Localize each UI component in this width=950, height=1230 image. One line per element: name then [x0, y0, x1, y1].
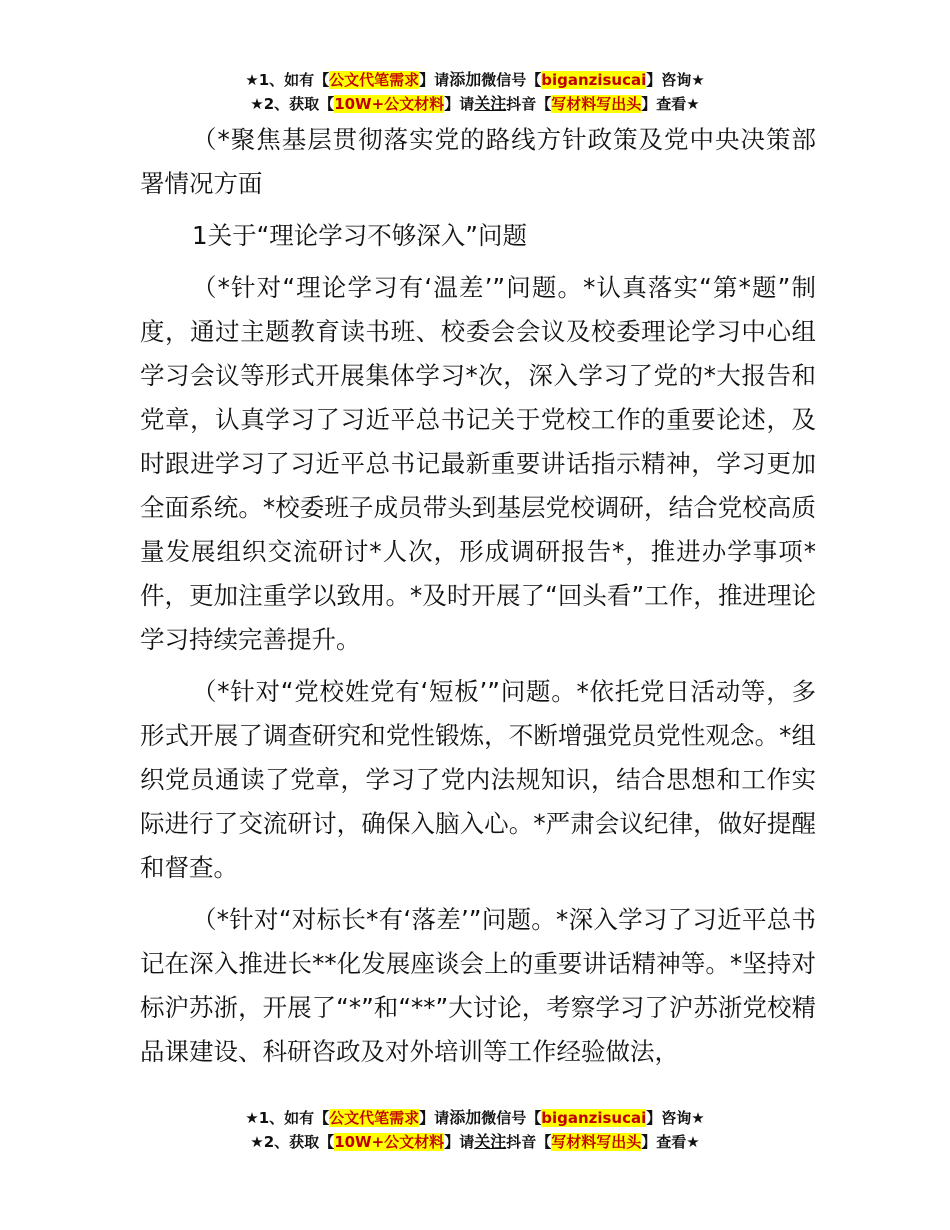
banner-text: 抖音【: [506, 95, 552, 113]
banner-emphasis: 关注: [474, 1132, 507, 1151]
banner-highlight: 10W+公文材料: [334, 1133, 445, 1151]
banner-line-1: [0, 1106, 950, 1130]
header-banner: [0, 68, 950, 116]
banner-highlight: biganzisucai: [541, 71, 647, 89]
banner-highlight: 写材料写出头: [551, 1133, 642, 1151]
paragraph: （*针对“党校姓党有‘短板’”问题。*依托党日活动等，多形式开展了调查研究和党性锻炼，不断增强党员党性观念。*组织党员通读了党章，学习了党内法规知识，结合思想和工作实际进行了交流研讨，确保入脑入心。*严肃会议纪律，做好提醒和督查。: [140, 677, 816, 882]
banner-line-1: [0, 68, 950, 92]
banner-highlight: biganzisucai: [541, 1109, 647, 1127]
document-body: [140, 118, 816, 1074]
banner-text: ★2、获取【: [250, 95, 335, 113]
banner-text: 】咨询★: [646, 71, 705, 89]
banner-text: 】查看★: [641, 1133, 700, 1151]
banner-text: 】请: [419, 1109, 450, 1127]
paragraph: （*针对“对标长*有‘落差’”问题。*深入学习了习近平总书记在深入推进长**化发展座谈会上的重要讲话精神等。*坚持对标沪苏浙，开展了“*”和“**”大讨论，考察学习了沪苏浙党校精品课建设、科研咨政及对外培训等工作经验做法，: [140, 905, 816, 1066]
banner-text: 】请: [419, 71, 450, 89]
banner-text: 】请: [444, 95, 475, 113]
paragraph: （*针对“理论学习有‘温差’”问题。*认真落实“第*题”制度，通过主题教育读书班、校委会会议及校委理论学习中心组学习会议等形式开展集体学习*次，深入学习了党的*大报告和党章，认真学习了习近平总书记关于党校工作的重要论述，及时跟进学习了习近平总书记最新重要讲话指示精神，学习更加全面系统。*校委班子成员带头到基层党校调研，结合党校高质量发展组织交流研讨*人次，形成调研报告*，推进办学事项*件，更加注重学以致用。*及时开展了“回头看”工作，推进理论学习持续完善提升。: [140, 273, 816, 654]
banner-line-2: [0, 1130, 950, 1154]
banner-highlight: 写材料写出头: [551, 95, 642, 113]
banner-emphasis: 添加: [449, 1108, 482, 1127]
banner-emphasis: 添加: [449, 70, 482, 89]
section-heading: （*聚焦基层贯彻落实党的路线方针政策及党中央决策部署情况方面: [140, 125, 816, 198]
banner-highlight: 10W+公文材料: [334, 95, 445, 113]
banner-text: 】查看★: [641, 95, 700, 113]
banner-line-2: [0, 92, 950, 116]
subsection-heading: 1关于“理论学习不够深入”问题: [192, 221, 527, 250]
banner-text: 】咨询★: [646, 1109, 705, 1127]
banner-text: 】请: [444, 1133, 475, 1151]
banner-text: 微信号【: [481, 71, 542, 89]
banner-text: ★1、如有【: [245, 1109, 330, 1127]
banner-text: ★1、如有【: [245, 71, 330, 89]
footer-banner: [0, 1106, 950, 1154]
banner-emphasis: 关注: [474, 94, 507, 113]
banner-highlight: 公文代笔需求: [329, 71, 420, 89]
banner-text: 抖音【: [506, 1133, 552, 1151]
banner-text: 微信号【: [481, 1109, 542, 1127]
banner-highlight: 公文代笔需求: [329, 1109, 420, 1127]
banner-text: ★2、获取【: [250, 1133, 335, 1151]
